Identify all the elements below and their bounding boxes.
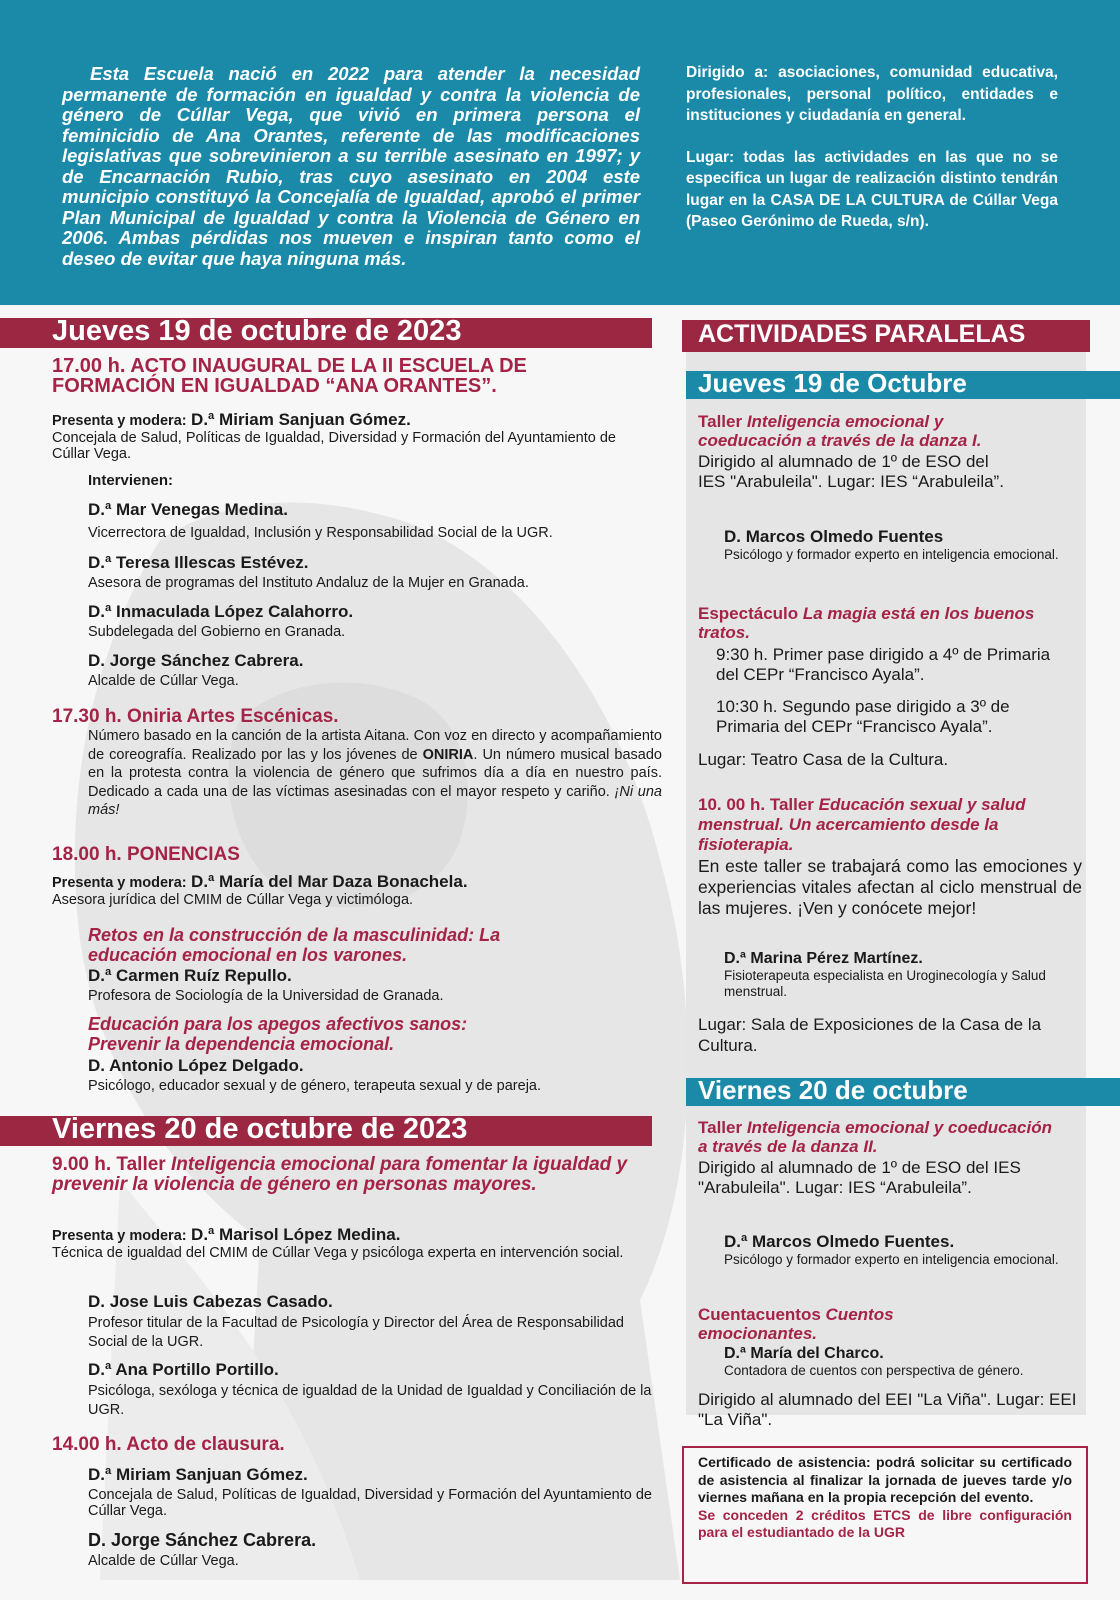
talk-2-title: Educación para los apegos afectivos sanos: Prevenir la dependencia emocional. xyxy=(88,1014,468,1054)
speaker-name: D. Jorge Sánchez Cabrera. xyxy=(88,651,304,670)
certificado-text: Certificado de asistencia: podrá solicitar su certificado de asistencia al finalizar la jornada de jueves tarde y/o viernes mañana en la propia recepción del evento. xyxy=(698,1454,1072,1505)
speaker-role: Profesora de Sociología de la Universidad de Granada. xyxy=(88,988,444,1004)
intro-text: Esta Escuela nació en 2022 para atender la necesidad permanente de formación en igualdad y contra la violencia de género de Cúllar Vega, que vivió en primera persona el feminicidio de Ana Orantes, referente de las modificaciones legislativas que sobrevinieron a su terrible asesinato en 1997; y de Encarnación Rubio, tras cuyo asesinato en 2004 este municipio constituyó la Concejalía de Igualdad, aprobó el primer Plan Municipal de Igualdad y contra la Violencia de Género en 2006. Ambas pérdidas nos mueven e inspiran tanto como el deseo de evitar que haya ninguna más. xyxy=(62,63,640,269)
speaker-role: Vicerrectora de Igualdad, Inclusión y Responsabilidad Social de la UGR. xyxy=(88,525,553,541)
espectaculo-title xyxy=(698,604,1058,642)
cuentacuentos-prefix: Cuentacuentos xyxy=(698,1305,826,1324)
espectaculo-pase-2: 10:30 h. Segundo pase dirigido a 3º de Primaria del CEPr “Francisco Ayala”. xyxy=(716,697,1010,736)
taller-prefix: 10. 00 h. Taller xyxy=(698,795,819,814)
speaker-role: Psicóloga, sexóloga y técnica de igualdad de la Unidad de Igualdad y Conciliación de la UGR. xyxy=(88,1383,652,1418)
speaker-3 xyxy=(88,602,668,640)
presenta-role: Asesora jurídica del CMIM de Cúllar Vega y victimóloga. xyxy=(52,892,414,908)
speaker-role: Contadora de cuentos con perspectiva de género. xyxy=(724,1363,1024,1378)
taller-2-speaker xyxy=(724,950,1084,1000)
certificado-creditos: Se conceden 2 créditos ETCS de libre configuración para el estudiantado de la UGR xyxy=(698,1506,1072,1540)
jueves-banner xyxy=(0,315,652,348)
viernes-speaker-2 xyxy=(88,1360,668,1420)
taller-3-text: Dirigido al alumnado de 1º de ESO del IES "Arabuleila". Lugar: IES “Arabuleila”. xyxy=(698,1158,1021,1197)
taller-3-title xyxy=(698,1118,1058,1156)
presenta-name: D.ª Marisol López Medina. xyxy=(191,1225,401,1244)
taller-2-title xyxy=(698,795,1082,855)
presenta-name: D.ª María del Mar Daza Bonachela. xyxy=(191,872,468,891)
cuentacuentos-text: Dirigido al alumnado del EEI "La Viña". Lugar: EEI "La Viña". xyxy=(698,1390,1077,1429)
cuentacuentos-speaker xyxy=(724,1345,1084,1379)
taller-italic: Educación sexual y salud menstrual. Un acercamiento desde la fisioterapia. xyxy=(698,795,1026,854)
speaker-role: Fisioterapeuta especialista en Uroginecología y Salud menstrual. xyxy=(724,968,1046,999)
presenta-name: D.ª Miriam Sanjuan Gómez. xyxy=(191,410,411,429)
speaker-role: Psicólogo y formador experto en inteligencia emocional. xyxy=(724,1252,1059,1267)
taller-1-title xyxy=(698,412,1048,450)
taller-prefix: 9.00 h. Taller xyxy=(52,1154,171,1175)
taller-1-text: Dirigido al alumnado de 1º de ESO del IES "Arabuleila". Lugar: IES “Arabuleila”. xyxy=(698,452,1004,491)
clausura-speaker-2 xyxy=(88,1530,668,1569)
intervienen-label: Intervienen: xyxy=(88,472,174,489)
speaker-role: Profesor titular de la Facultad de Psicología y Director del Área de Responsabilidad Social de la UGR. xyxy=(88,1315,624,1350)
jueves-banner-label: Jueves 19 de octubre de 2023 xyxy=(52,315,462,347)
speaker-role: Psicólogo, educador sexual y de género, terapeuta sexual y de pareja. xyxy=(88,1078,542,1094)
taller-italic: Inteligencia emocional y coeducación a través de la danza II. xyxy=(698,1118,1052,1156)
acto-inaugural-title: 17.00 h. ACTO INAUGURAL DE LA II ESCUELA DE FORMACIÓN EN IGUALDAD “ANA ORANTES”. xyxy=(52,355,527,397)
cuentacuentos-italic: Cuentos emocionantes. xyxy=(698,1305,894,1343)
talk-1-speaker xyxy=(88,966,648,1004)
paralelas-jueves-label: Jueves 19 de Octubre xyxy=(698,368,967,398)
speaker-role: Asesora de programas del Instituto Andaluz de la Mujer en Granada. xyxy=(88,575,529,591)
speaker-1 xyxy=(88,500,668,541)
viernes-presenta xyxy=(52,1225,672,1261)
paralelas-banner xyxy=(682,320,1090,352)
audience-info xyxy=(686,62,1058,253)
oniria-italic: ¡Ni una más! xyxy=(88,783,662,818)
espectaculo-italic: La magia está en los buenos tratos. xyxy=(698,604,1035,642)
dirigido-text: Dirigido a: asociaciones, comunidad educativa, profesionales, personal político, entidades e instituciones y ciudadanía en general. xyxy=(686,64,1058,124)
speaker-name: D.ª Inmaculada López Calahorro. xyxy=(88,602,354,621)
espectaculo-pase-1: 9:30 h. Primer pase dirigido a 4º de Primaria del CEPr “Francisco Ayala”. xyxy=(716,645,1051,684)
espectaculo-lugar: Lugar: Teatro Casa de la Cultura. xyxy=(698,750,949,769)
certificado-box xyxy=(682,1446,1088,1584)
speaker-name: D. Marcos Olmedo Fuentes xyxy=(724,527,944,546)
presenta-role: Técnica de igualdad del CMIM de Cúllar Vega y psicóloga experta en intervención social. xyxy=(52,1245,624,1261)
paralelas-banner-label: ACTIVIDADES PARALELAS xyxy=(698,320,1026,348)
taller-prefix: Taller xyxy=(698,1118,747,1137)
speaker-2 xyxy=(88,553,668,591)
taller-prefix: Taller xyxy=(698,412,747,431)
taller-1-speaker xyxy=(724,527,1074,563)
viernes-banner-label: Viernes 20 de octubre de 2023 xyxy=(52,1113,468,1145)
ponencias-presenta xyxy=(52,872,652,908)
ponencias-title: 18.00 h. PONENCIAS xyxy=(52,844,240,865)
taller-italic: Inteligencia emocional y coeducación a través de la danza I. xyxy=(698,412,982,450)
presenta-label: Presenta y modera: xyxy=(52,875,187,891)
paralelas-viernes-label: Viernes 20 de octubre xyxy=(698,1075,968,1105)
speaker-name: D.ª Carmen Ruíz Repullo. xyxy=(88,966,292,985)
speaker-name: D. Jose Luis Cabezas Casado. xyxy=(88,1292,333,1311)
speaker-name: D.ª Teresa Illescas Estévez. xyxy=(88,553,309,572)
jueves-presenta xyxy=(52,410,652,462)
taller-italic: Inteligencia emocional para fomentar la igualdad y prevenir la violencia de género en personas mayores. xyxy=(52,1154,628,1195)
lugar-text: Lugar: todas las actividades en las que no se especifica un lugar de realización distinto tendrán lugar en la CASA DE LA CULTURA de Cúllar Vega (Paseo Gerónimo de Rueda, s/n). xyxy=(686,148,1058,230)
oniria-text-2: . Un número musical basado en la protesta contra la violencia de género que sufrimos día a día en nuestro país. Dedicado a cada una de las víctimas asesinadas con el mayor respeto y cariño. xyxy=(88,746,662,800)
talk-2-speaker xyxy=(88,1056,668,1094)
viernes-banner xyxy=(0,1113,652,1146)
speaker-name: D.ª Ana Portillo Portillo. xyxy=(88,1360,279,1379)
speaker-name: D. Antonio López Delgado. xyxy=(88,1056,304,1075)
viernes-taller-title xyxy=(52,1155,652,1195)
speaker-name: D.ª María del Charco. xyxy=(724,1345,884,1362)
presenta-label: Presenta y modera: xyxy=(52,413,187,429)
taller-3-speaker xyxy=(724,1232,1084,1268)
speaker-role: Subdelegada del Gobierno en Granada. xyxy=(88,624,346,640)
clausura-title: 14.00 h. Acto de clausura. xyxy=(52,1434,285,1455)
speaker-name: D. Jorge Sánchez Cabrera. xyxy=(88,1530,317,1550)
speaker-name: D.ª Marcos Olmedo Fuentes. xyxy=(724,1232,955,1251)
taller-2-text: En este taller se trabajará como las emociones y experiencias vitales afectan al ciclo menstrual de las mujeres. ¡Ven y conócete mejor! xyxy=(698,856,1082,918)
espectaculo-prefix: Espectáculo xyxy=(698,604,803,623)
speaker-name: D.ª Miriam Sanjuan Gómez. xyxy=(88,1465,308,1484)
paralelas-jueves-banner xyxy=(686,368,1120,399)
paralelas-viernes-banner xyxy=(686,1075,1120,1106)
presenta-label: Presenta y modera: xyxy=(52,1228,187,1244)
oniria-bold: ONIRIA xyxy=(422,746,474,763)
speaker-4 xyxy=(88,651,668,689)
clausura-speaker-1 xyxy=(88,1465,668,1519)
taller-2-lugar: Lugar: Sala de Exposiciones de la Casa de la Cultura. xyxy=(698,1015,1042,1055)
cuentacuentos-title xyxy=(698,1305,998,1343)
oniria-text-1: Número basado en la canción de la artista Aitana. Con voz en directo y acompañamiento de coreografía. Realizado por las y los jóvenes de xyxy=(88,728,662,763)
speaker-name: D.ª Mar Venegas Medina. xyxy=(88,500,288,519)
speaker-role: Alcalde de Cúllar Vega. xyxy=(88,673,239,689)
viernes-speaker-1 xyxy=(88,1292,648,1352)
speaker-name: D.ª Marina Pérez Martínez. xyxy=(724,950,923,967)
speaker-role: Psicólogo y formador experto en inteligencia emocional. xyxy=(724,547,1059,562)
oniria-title: 17.30 h. Oniria Artes Escénicas. xyxy=(52,706,339,727)
presenta-role: Concejala de Salud, Políticas de Igualdad, Diversidad y Formación del Ayuntamiento de Cúllar Vega. xyxy=(52,430,616,462)
oniria-description xyxy=(88,727,662,820)
speaker-role: Concejala de Salud, Políticas de Igualdad, Diversidad y Formación del Ayuntamiento de Cúllar Vega. xyxy=(88,1487,652,1519)
speaker-role: Alcalde de Cúllar Vega. xyxy=(88,1553,239,1569)
talk-1-title: Retos en la construcción de la masculinidad: La educación emocional en los varones. xyxy=(88,925,501,965)
